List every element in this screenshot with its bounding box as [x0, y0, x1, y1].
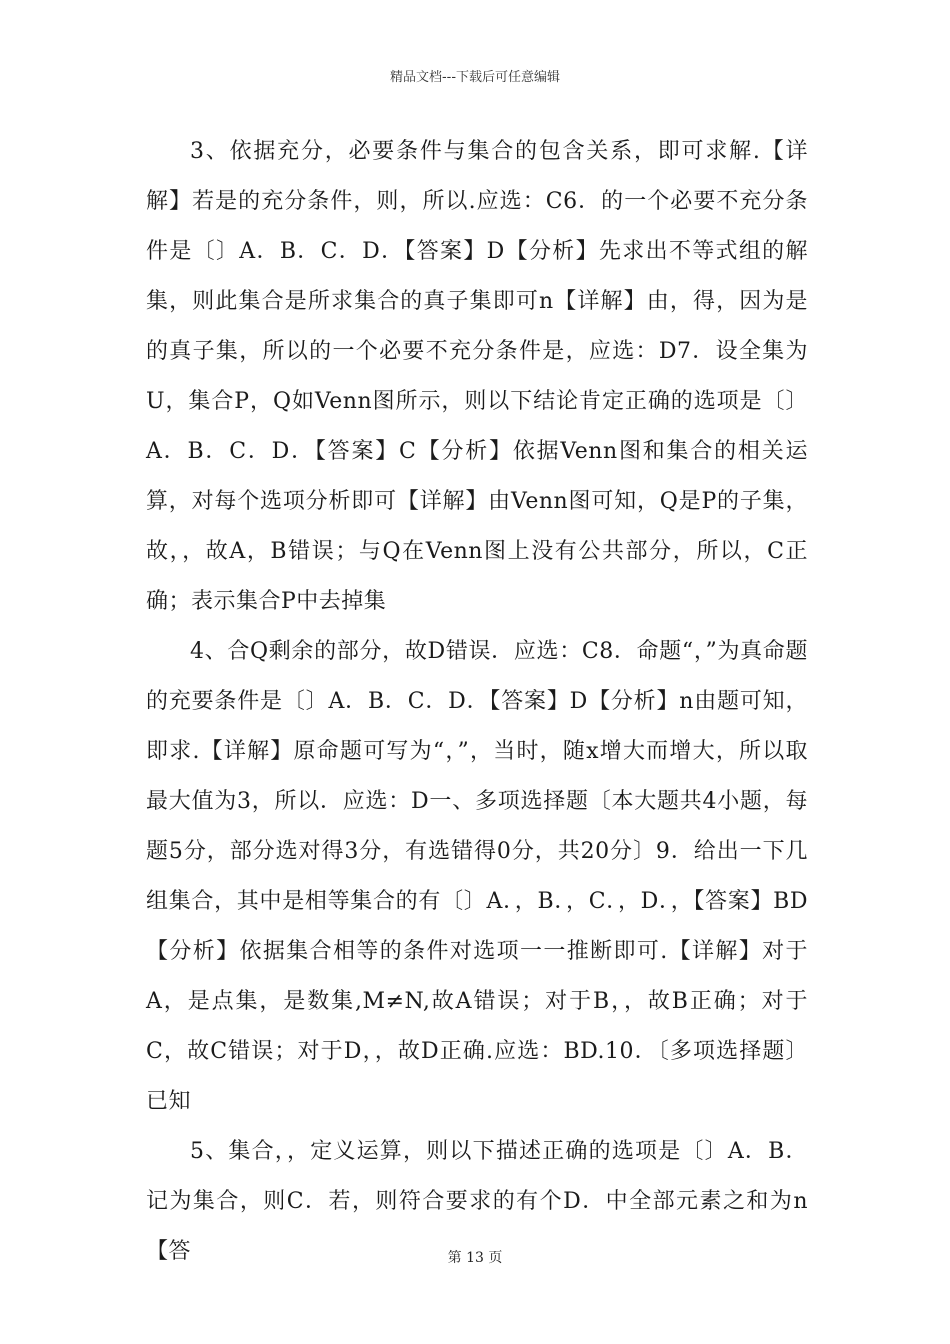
paragraph-3: 3、依据充分，必要条件与集合的包含关系，即可求解.【详解】若是的充分条件，则，所以.应选：C6．的一个必要不充分条件是〔〕A．B．C．D．【答案】D【分析】先求出不等式组的解集，则此集合是所求集合的真子集即可n【详解】由，得，因为是的真子集，所以的一个必要不充分条件是，应选：D7．设全集为U，集合P，Q如Venn图所示，则以下结论肯定正确的选项是〔〕A．B．C．D．【答案】C【分析】依据Venn图和集合的相关运算，对每个选项分析即可【详解】由Venn图可知，Q是P的子集，故，，故A，B错误；与Q在Venn图上没有公共部分，所以，C正确；表示集合P中去掉集: [146, 139, 808, 614]
document-body: [146, 127, 808, 1277]
paragraph-5: 5、集合，，定义运算，则以下描述正确的选项是〔〕A．B．记为集合，则C．若，则符合要求的有个D．中全部元素之和为n【答: [146, 1139, 808, 1264]
page-header: 精品文档---下载后可任意编辑: [389, 70, 561, 85]
page-number: 第 13 页: [447, 1250, 503, 1266]
paragraph-4: 4、合Q剩余的部分，故D错误．应选：C8．命题“，”为真命题的充要条件是〔〕A．B．C．D．【答案】D【分析】n由题可知，即求.【详解】原命题可写为“，”，当时，随x增大而增大，所以取最大值为3，所以．应选：D一、多项选择题〔本大题共4小题，每题5分，部分选对得3分，有选错得0分，共20分〕9．给出一下几组集合，其中是相等集合的有〔〕A．，B．，C．，D．，【答案】BD【分析】依据集合相等的条件对选项一一推断即可.【详解】对于A，是点集，是数集,M≠N,故A错误；对于B，，故B正确；对于C，故C错误；对于D，，故D正确.应选：BD.10．〔多项选择题〕已知: [146, 639, 808, 1114]
